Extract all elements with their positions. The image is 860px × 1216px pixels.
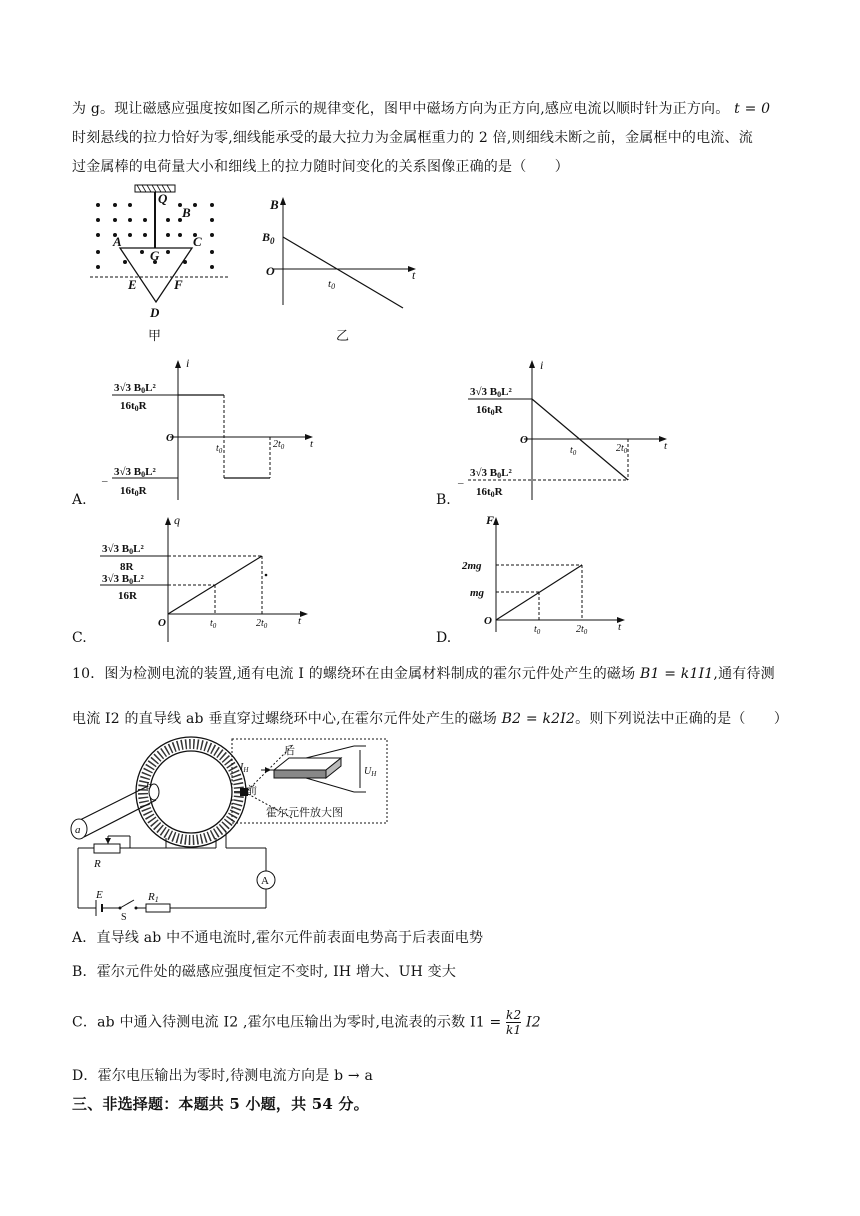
svg-text:t0: $t_0$ [534,624,541,636]
q9-line3: 过金属棒的电荷量大小和细线上的拉力随时间变化的关系图像正确的是（ ） [72,159,569,175]
svg-text:O: O [266,264,275,278]
svg-text:3√3 B0L²: 3√3 B0L² [470,386,512,399]
svg-text:后: 后 [284,745,295,757]
svg-text:2t0: $2t_0$ [576,624,588,636]
option-c-graph [100,512,340,647]
svg-text:3√3 B0L²: 3√3 B0L² [102,573,144,586]
svg-text:t: t [618,621,622,633]
svg-text:IH: $I_H$ [240,762,249,774]
option-a-letter: A. [72,492,87,508]
svg-text:i: i [186,356,190,370]
svg-text:B: B [182,205,191,220]
svg-text:O: O [520,434,528,446]
option-b-letter: B. [436,492,451,508]
svg-text:t: t [310,438,314,450]
q10-option-c-fraction: $\frac{k2}{k1}$ [506,1008,522,1037]
svg-text:B: B [270,197,279,212]
section-3-heading: 三、非选择题：本题共 5 小题，共 54 分。 [72,1095,369,1113]
q9-line1: 为 g。现让磁感应强度按如图乙所示的规律变化，图甲中磁场方向为正方向,感应电流以顺时针为正方向。 t = 0 [72,101,771,117]
svg-text:C: C [193,234,202,249]
svg-text:t: t [298,615,302,627]
svg-text:–: – [458,477,464,489]
svg-text:q: q [174,513,180,527]
svg-text:UH: $U_H$ [364,766,377,778]
svg-text:Q: Q [158,191,168,206]
svg-text:t0: $t_0$ [210,618,217,630]
q9-line2: 时刻悬线的拉力恰好为零,细线能承受的最大拉力为金属框重力的 2 倍,则细线未断之前，金属框中的电流、流 [72,130,753,146]
svg-text:O: O [166,432,174,444]
svg-text:3√3 B0L²: 3√3 B0L² [114,382,156,395]
svg-text:乙: 乙 [336,328,350,343]
svg-text:2t0: $2t_0$ [273,439,285,451]
svg-text:R: R [94,858,101,870]
svg-text:D: D [150,305,160,320]
svg-text:B0: $B_0$ [262,230,275,246]
svg-text:A: A [261,875,269,887]
svg-text:3√3 B0L²: 3√3 B0L² [102,543,144,556]
svg-text:F: F [486,513,495,527]
svg-text:2t0: $2t_0$ [616,443,628,455]
q9-t-zero: t = 0 [734,101,771,117]
svg-text:A: A [113,234,122,249]
svg-text:16t0R: 16t0R [120,485,147,498]
q10-option-a: A．直导线 ab 中不通电流时,霍尔元件前表面电势高于后表面电势 [72,930,484,946]
svg-text:3√3 B0L²: 3√3 B0L² [470,467,512,480]
figure-jia [80,180,240,345]
option-a-graph [100,355,340,505]
option-c-letter: C. [72,630,87,646]
svg-text:t0: $t_0$ [570,445,577,457]
svg-text:前: 前 [246,785,257,797]
svg-text:E: E [128,277,137,292]
svg-text:F: F [174,277,183,292]
q10-option-d: D．霍尔电压输出为零时,待测电流方向是 b → a [72,1068,374,1084]
svg-text:E: E [96,889,103,901]
option-d-letter: D. [436,630,452,646]
svg-text:i: i [540,358,544,372]
q10-line1: 10．图为检测电流的装置,通有电流 I 的螺绕环在由金属材料制成的霍尔元件处产生的磁场 B1 = k1I1,通有待测 [72,666,775,682]
svg-text:G: G [150,248,160,263]
svg-text:16R: 16R [118,590,137,602]
hall-apparatus-figure [66,736,396,923]
option-b-graph [458,355,698,505]
q10-option-c: C．ab 中通入待测电流 I2 ,霍尔电压输出为零时,电流表的示数 I1 = $\frac{k2}{k1}$ I2 [72,1008,541,1037]
svg-text:霍尔元件放大图: 霍尔元件放大图 [266,807,343,819]
svg-text:O: O [158,617,166,629]
svg-text:2t0: $2t_0$ [256,618,268,630]
svg-text:8R: 8R [120,561,134,573]
svg-text:–: – [102,475,108,487]
svg-text:16t0R: 16t0R [476,486,503,499]
option-d-graph [458,512,658,637]
svg-text:16t0R: 16t0R [120,400,147,413]
figure-yi [258,195,428,345]
svg-text:R1: R1 [148,891,159,904]
svg-text:t0: $t_0$ [216,443,223,455]
svg-text:mg: mg [470,587,485,599]
svg-text:甲: 甲 [148,328,162,343]
q10-option-b: B．霍尔元件处的磁感应强度恒定不变时, IH 增大、UH 变大 [72,964,457,980]
q10-b1-formula: B1 = k1I1 [639,666,714,682]
svg-text:16t0R: 16t0R [476,404,503,417]
svg-text:O: O [484,615,492,627]
svg-text:t0: t0 [328,278,336,291]
svg-text:t: t [412,268,416,282]
svg-text:t: t [664,440,668,452]
q10-line2: 电流 I2 的直导线 ab 垂直穿过螺绕环中心,在霍尔元件处产生的磁场 B2 = k2I2。则下列说法中正确的是（ ） [72,711,789,727]
svg-text:2mg: 2mg [462,560,482,572]
svg-text:a: a [75,824,81,836]
svg-text:S: S [121,912,127,923]
svg-text:3√3 B0L²: 3√3 B0L² [114,466,156,479]
q10-b2-formula: B2 = k2I2 [501,711,576,727]
svg-text:b: b [146,780,152,792]
